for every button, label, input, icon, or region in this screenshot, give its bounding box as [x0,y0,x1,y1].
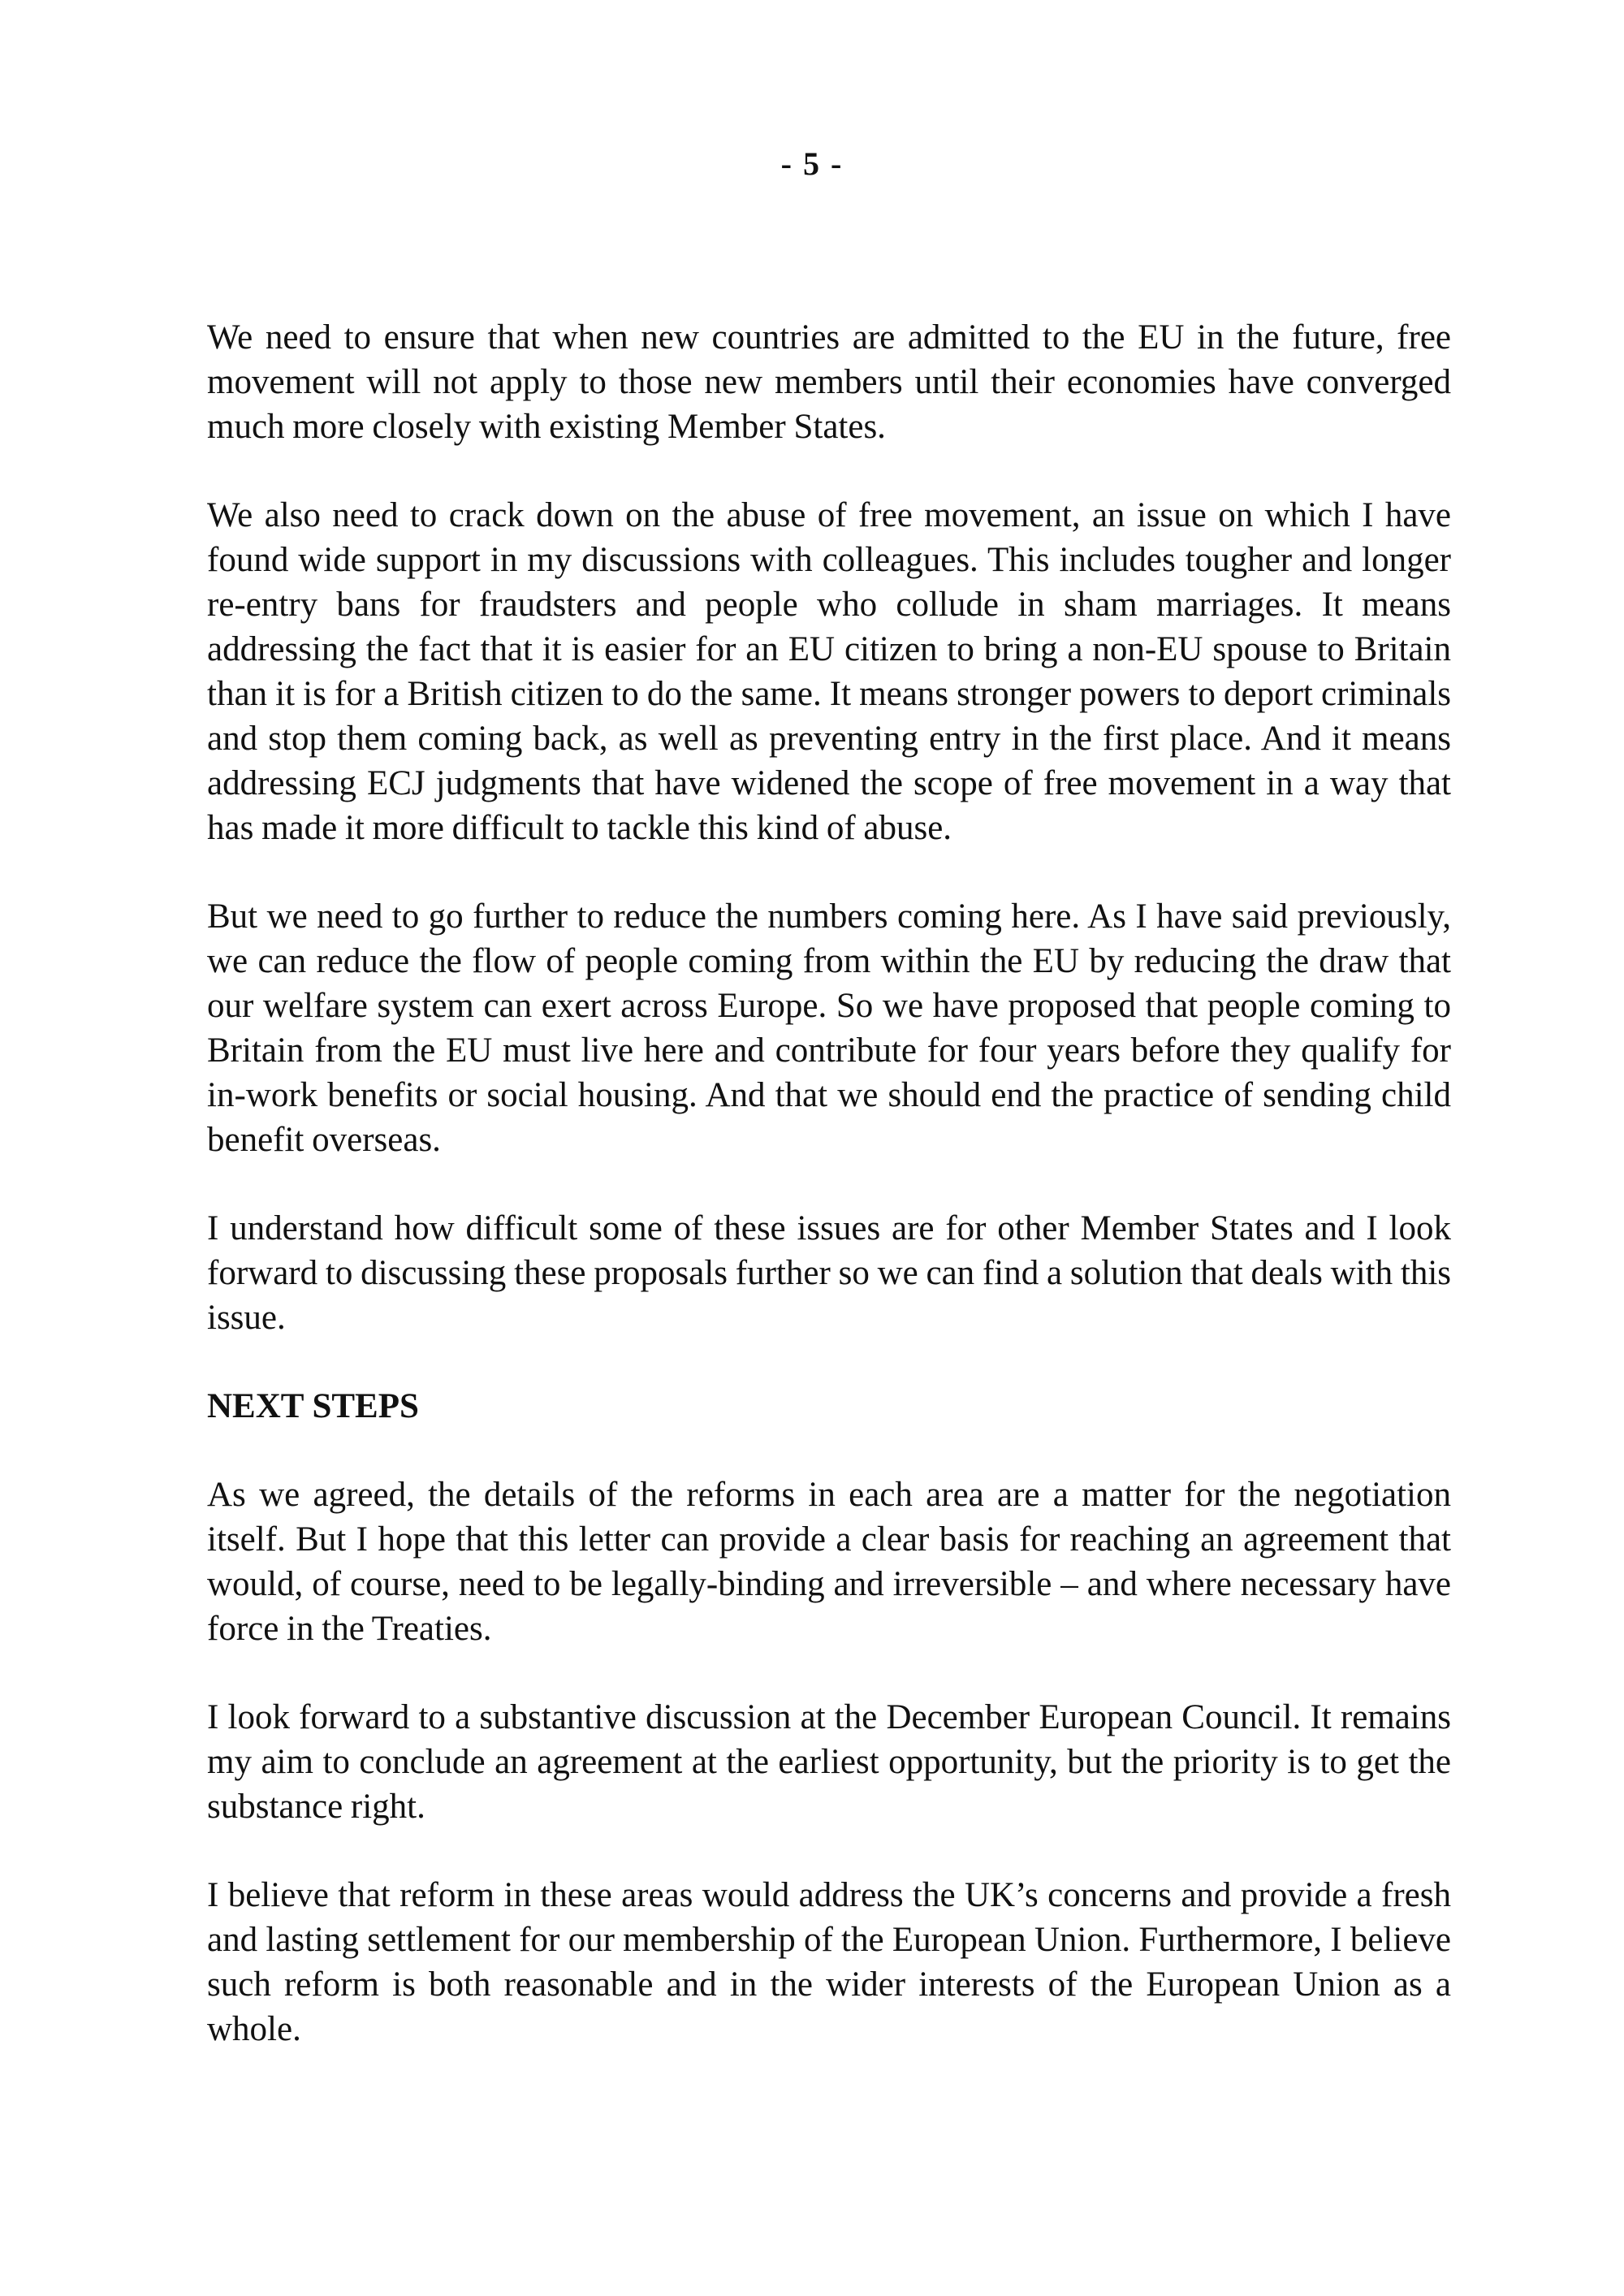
paragraph-abuse-of-free-movement: We also need to crack down on the abuse of free movement, an issue on which I have found wide support in my discussions with colleagues. This includes tougher and longer re-entry bans for fraudsters and people who collude in sham marriages. It means addressing the fact that it is easier for an EU citizen to bring a non-EU spouse to Britain than it is for a British citizen to do the same. It means stronger powers to deport criminals and stop them coming back, as well as preventing entry in the first place. And it means addressing ECJ judgments that have widened the scope of free movement in a way that has made it more difficult to tackle this kind of abuse. [207,496,1451,847]
paragraph-reduce-numbers-welfare: But we need to go further to reduce the numbers coming here. As I have said previously, we can reduce the flow of people coming from within the EU by reducing the draw that our welfare system can exert across Europe. So we have proposed that people coming to Britain from the EU must live here and contribute for four years before they qualify for in-work benefits or social housing. And that we should end the practice of sending child benefit overseas. [207,897,1451,1159]
page-number: - 5 - [780,145,844,182]
paragraph-negotiation-details: As we agreed, the details of the reforms in each area are a matter for the negotiation itself. But I hope that this letter can provide a clear basis for reaching an agreement that would, of course, need to be legally-binding and irreversible – and where necessary have force in the Treaties. [207,1476,1451,1648]
paragraph-reform-conclusion: I believe that reform in these areas would address the UK’s concerns and provide a fresh and lasting settlement for our membership of the European Union. Furthermore, I believe such reform is both reasonable and in the wider interests of the European Union as a whole. [207,1876,1451,2048]
letter-body [207,315,1451,2095]
paragraph-december-council: I look forward to a substantive discussion at the December European Council. It remains my aim to conclude an agreement at the earliest opportunity, but the priority is to get the substance right. [207,1698,1451,1826]
paragraph-new-members-free-movement: We need to ensure that when new countries are admitted to the EU in the future, free movement will not apply to those new members until their economies have converged much more closely with existing Member States. [207,318,1451,446]
section-heading-next-steps: NEXT STEPS [207,1387,419,1425]
paragraph-member-states-discussion: I understand how difficult some of these issues are for other Member States and I look forward to discussing these proposals further so we can find a solution that deals with this issue. [207,1209,1451,1337]
